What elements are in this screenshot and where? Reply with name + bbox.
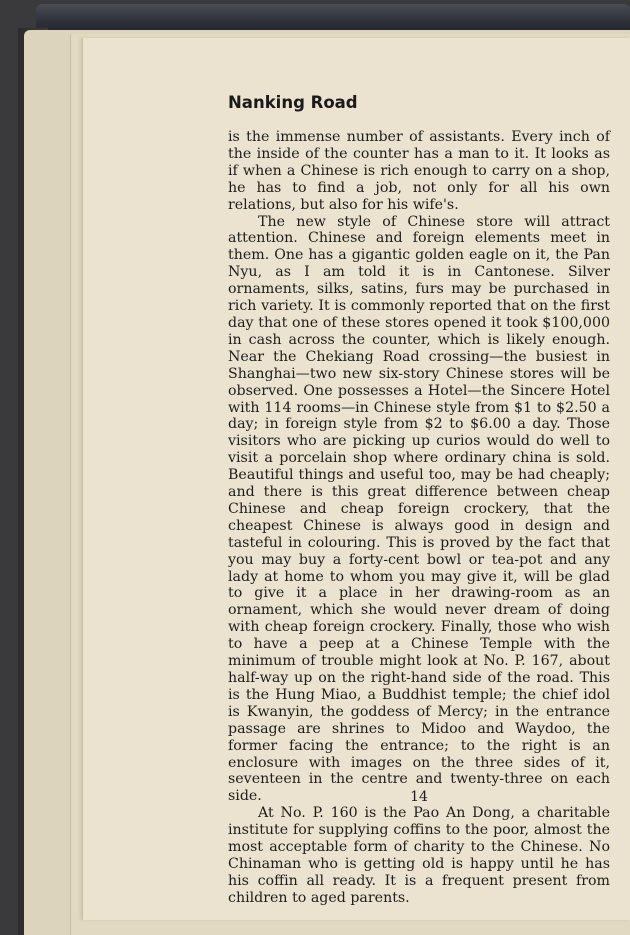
- paragraph-3: At No. P. 160 is the Pao An Dong, a charitable institute for supplying coffins to the poor, almost the most acceptable form of charity to the Chinese. No Chinaman who is getting old is happy until he has his coffin all ready. It is a frequent present from children to aged parents.: [228, 805, 610, 906]
- page-number: 14: [410, 789, 428, 805]
- paragraph-2: The new style of Chinese store will attract attention. Chinese and foreign elements meet in them. One has a gigantic golden eagle on it, the Pan Nyu, as I am told it is in Cantonese. Silver ornaments, silks, satins, furs may be purchased in rich variety. It is commonly reported that on the first day that one of these stores opened it took $100,000 in cash across the counter, which is likely enough. Near the Chekiang Road crossing—the busiest in Shanghai—two new six-story Chinese stores will be observed. One possesses a Hotel—the Sincere Hotel with 114 rooms—in Chinese style from $1 to $2.50 a day; in foreign style from $2 to $6.00 a day. Those visitors who are picking up curios would do well to visit a porcelain shop where ordinary china is sold. Beautiful things and useful too, may be had cheaply; and there is this great difference between cheap Chinese and cheap foreign crockery, that the cheapest Chinese is always good in design and tasteful in colouring. This is proved by the fact that you may buy a forty-cent bowl or tea-pot and any lady at home to whom you may give it, will be glad to give it a place in her drawing-room as an ornament, which she would never dream of doing with cheap foreign crockery. Finally, those who wish to have a peep at a Chinese Temple with the minimum of trouble might look at No. P. 167, about half-way up on the right-hand side of the road. This is the Hung Miao, a Buddhist temple; the chief idol is Kwanyin, the goddess of Mercy; in the entrance passage are shrines to Midoo and Waydoo, the former facing the entrance; to the right is an enclosure with images on the three sides of it, seventeen in the centre and twenty-three on each side.: [228, 213, 610, 805]
- running-head: Nanking Road: [228, 93, 358, 112]
- paragraph-1: is the immense number of assistants. Every inch of the inside of the counter has a man to it. It looks as if when a Chinese is rich enough to carry on a shop, he has to find a job, not only for all his own relations, but also for his wife's.: [228, 129, 610, 213]
